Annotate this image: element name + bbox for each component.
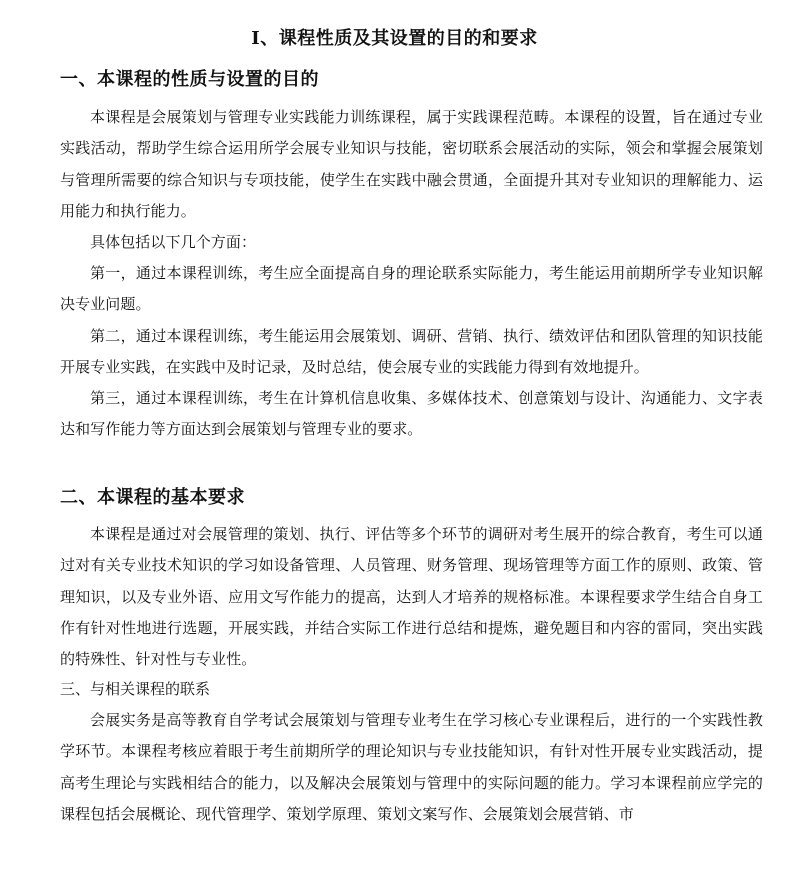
section-1-paragraph-4: 第二，通过本课程训练，考生能运用会展策划、调研、营销、执行、绩效评估和团队管理的知识技能开展专业实践，在实践中及时记录，及时总结，使会展专业的实践能力得到有效地提升。 bbox=[60, 327, 763, 377]
section-2-paragraph-1: 本课程是通过对会展管理的策划、执行、评估等多个环节的调研对考生展开的综合教育，考生可以通过对有关专业技术知识的学习如设备管理、人员管理、财务管理、现场管理等方面工作的原则、政策、管理知识，以及专业外语、应用文写作能力的提高，达到人才培养的规格标准。本课程要求学生结合自身工作有针对性地进行选题，开展实践，并结合实际工作进行总结和提炼，避免题目和内容的雷同，突出实践的特殊性、针对性与专业性。 bbox=[60, 525, 763, 669]
section-1-paragraph-5: 第三，通过本课程训练，考生在计算机信息收集、多媒体技术、创意策划与设计、沟通能力、文字表达和写作能力等方面达到会展策划与管理专业的要求。 bbox=[60, 389, 763, 439]
section-heading-3: 三、与相关课程的联系 bbox=[60, 680, 211, 698]
section-1-paragraph-3: 第一，通过本课程训练，考生应全面提高自身的理论联系实际能力，考生能运用前期所学专业知识解决专业问题。 bbox=[60, 264, 763, 314]
section-1-paragraph-2: 具体包括以下几个方面： bbox=[90, 233, 257, 251]
section-1-paragraph-1: 本课程是会展策划与管理专业实践能力训练课程，属于实践课程范畴。本课程的设置，旨在通过专业实践活动，帮助学生综合运用所学会展专业知识与技能，密切联系会展活动的实际，领会和掌握会展策划与管理所需要的综合知识与专项技能，使学生在实践中融会贯通，全面提升其对专业知识的理解能力、运用能力和执行能力。 bbox=[60, 108, 763, 220]
page-title: Ⅰ、课程性质及其设置的目的和要求 bbox=[251, 28, 538, 49]
section-heading-1: 一、本课程的性质与设置的目的 bbox=[60, 69, 319, 90]
section-heading-2: 二、本课程的基本要求 bbox=[60, 487, 245, 508]
section-3-paragraph-1: 会展实务是高等教育自学考试会展策划与管理专业考生在学习核心专业课程后，进行的一个实践性教学环节。本课程考核应着眼于考生前期所学的理论知识与专业技能知识，有针对性开展专业实践活动，提高考生理论与实践相结合的能力，以及解决会展策划与管理中的实际问题的能力。学习本课程前应学完的课程包括会展概论、现代管理学、策划学原理、策划文案写作、会展策划会展营销、市 bbox=[60, 711, 763, 823]
